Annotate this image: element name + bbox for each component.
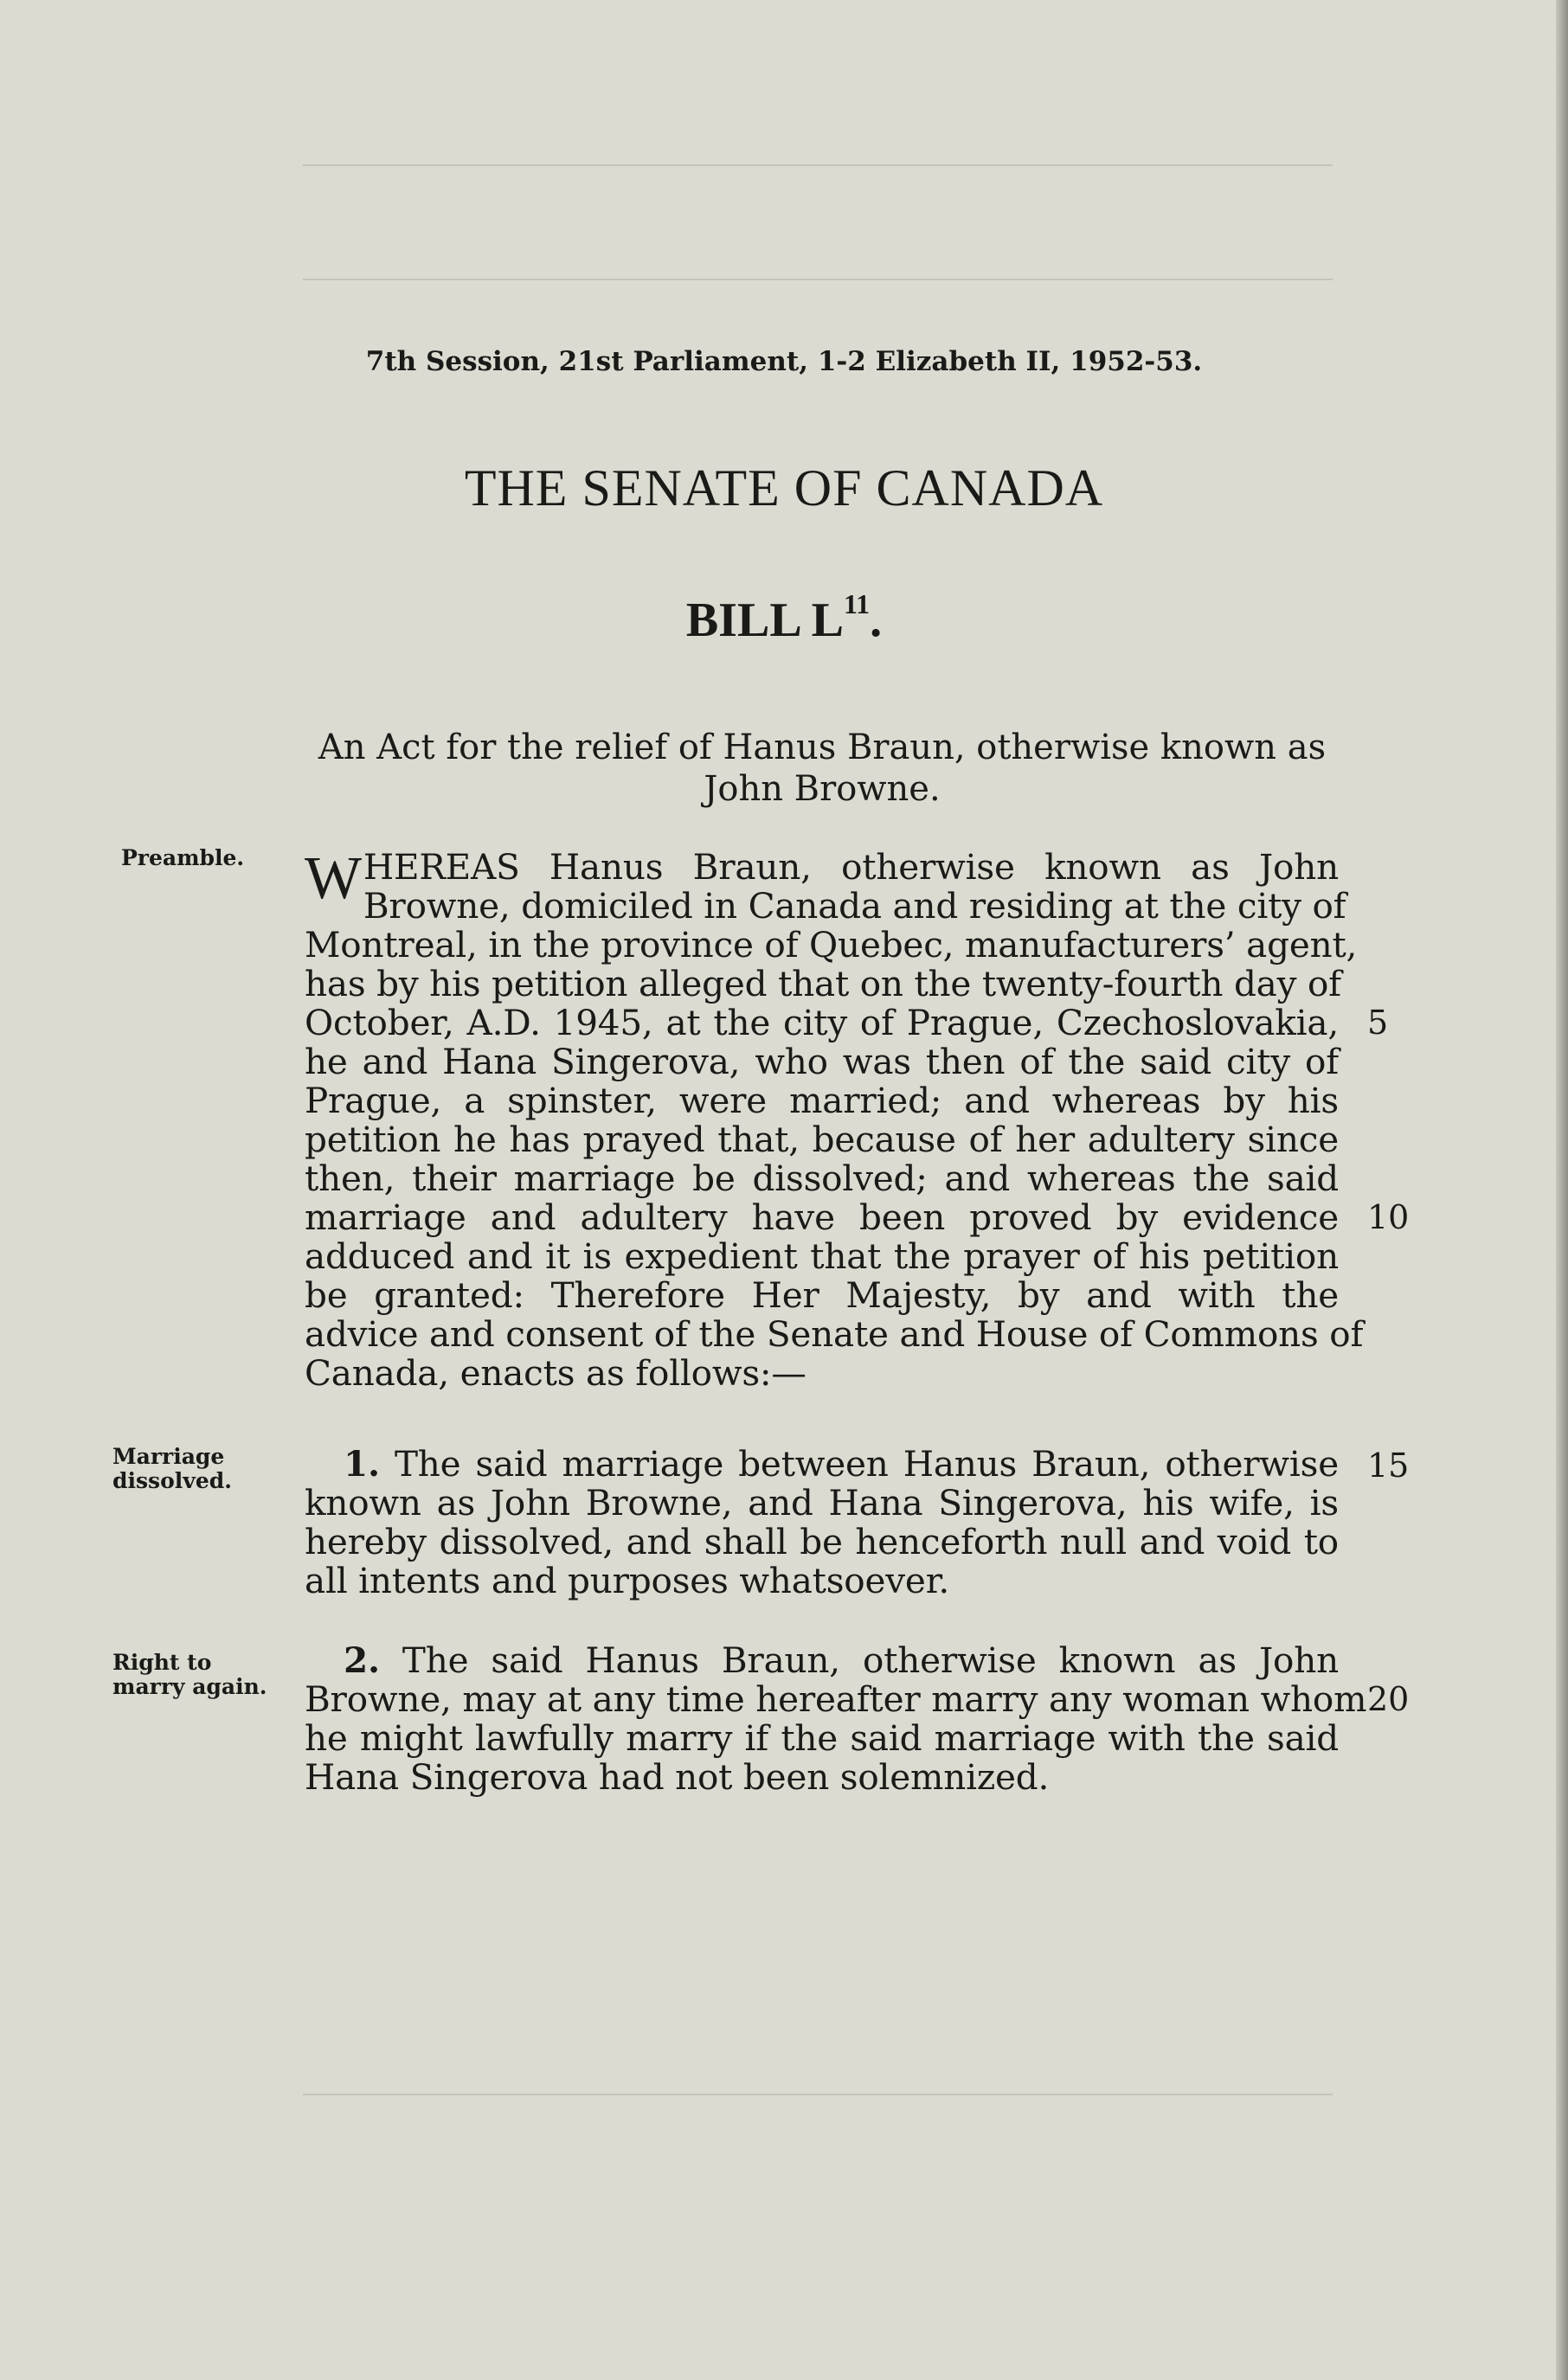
session-header: 7th Session, 21st Parliament, 1-2 Elizabeth II, 1952-53. <box>365 346 1203 377</box>
text-line: all intents and purposes whatsoever. <box>305 1560 950 1601</box>
text-line: be granted: Therefore Her Majesty, by and with the <box>305 1274 1339 1316</box>
section-first-line: The said Hanus Braun, otherwise known as John <box>402 1639 1339 1681</box>
line-number: 15 <box>1367 1447 1410 1485</box>
preamble-text <box>305 845 1364 1394</box>
text-line: Browne, may at any time hereafter marry any woman whom <box>305 1678 1367 1720</box>
margin-note-marriage-dissolved <box>112 1445 232 1493</box>
margin-note-preamble: Preamble. <box>121 845 245 870</box>
bleed-through-rule <box>303 2094 1333 2095</box>
act-title-line: An Act for the relief of Hanus Braun, otherwise known as <box>318 728 1327 767</box>
section-first-line: The said marriage between Hanus Braun, otherwise <box>394 1443 1339 1485</box>
text-line: marriage and adultery have been proved by evidence <box>305 1196 1339 1238</box>
line-number: 20 <box>1367 1680 1410 1718</box>
margin-note-right-to-marry <box>112 1651 267 1699</box>
margin-note-line: dissolved. <box>112 1468 232 1493</box>
bleed-through-rule <box>303 164 1333 166</box>
text-line: adduced and it is expedient that the prayer of his petition <box>305 1235 1339 1277</box>
text-line: Browne, domiciled in Canada and residing at the city of <box>363 885 1346 927</box>
dropcap-letter: W <box>305 845 362 912</box>
text-line: advice and consent of the Senate and House of Commons of <box>305 1313 1364 1355</box>
act-title-line: John Browne. <box>704 769 941 809</box>
text-line: hereby dissolved, and shall be henceforth null and void to <box>305 1521 1339 1562</box>
line-number: 5 <box>1367 1004 1389 1042</box>
institution-title: THE SENATE OF CANADA <box>464 459 1104 516</box>
bleed-through-rule <box>303 279 1333 280</box>
text-line: then, their marriage be dissolved; and whereas the said <box>305 1158 1339 1199</box>
section-number: 1. <box>344 1443 380 1485</box>
margin-note-line: Marriage <box>112 1444 225 1469</box>
bill-suffix: . <box>870 593 883 647</box>
text-line: HEREAS Hanus Braun, otherwise known as John <box>363 846 1339 888</box>
text-line <box>305 1641 1339 1680</box>
text-line: has by his petition alleged that on the twenty-fourth day of <box>305 963 1341 1004</box>
text-line: known as John Browne, and Hana Singerova, his wife, is <box>305 1482 1339 1524</box>
text-line: petition he has prayed that, because of her adultery since <box>305 1119 1339 1160</box>
text-line: Montreal, in the province of Quebec, manufacturers’ agent, <box>305 924 1358 965</box>
section-1-text <box>305 1445 1339 1601</box>
line-number: 10 <box>1367 1198 1410 1236</box>
margin-note-line: marry again. <box>112 1674 267 1699</box>
text-line: he might lawfully marry if the said marriage with the said <box>305 1717 1339 1759</box>
text-line: October, A.D. 1945, at the city of Prague, Czechoslovakia, <box>305 1002 1339 1043</box>
margin-note-line: Right to <box>112 1650 212 1675</box>
section-2-text <box>305 1639 1367 1798</box>
text-line: Canada, enacts as follows:— <box>305 1352 806 1394</box>
text-line <box>305 1445 1339 1484</box>
bill-label: BILL L <box>685 593 844 647</box>
section-number: 2. <box>344 1639 380 1681</box>
bill-superscript: 11 <box>843 588 871 619</box>
act-title <box>303 727 1341 810</box>
bill-number <box>0 588 1568 648</box>
text-line: Hana Singerova had not been solemnized. <box>305 1756 1050 1798</box>
text-line: he and Hana Singerova, who was then of the said city of <box>305 1041 1339 1082</box>
text-line: Prague, a spinster, were married; and whereas by his <box>305 1080 1339 1121</box>
